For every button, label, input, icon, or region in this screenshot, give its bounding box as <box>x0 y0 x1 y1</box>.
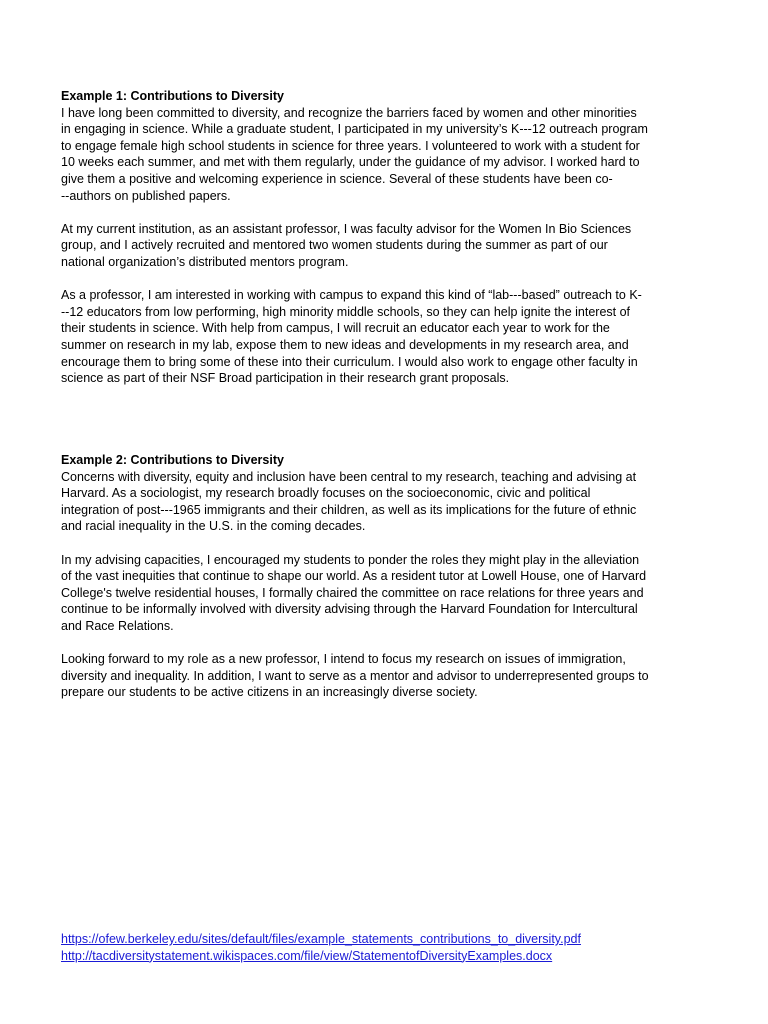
text-line: encourage them to bring some of these into their curriculum. I would also work to engage other faculty in <box>61 354 638 369</box>
text-line: summer on research in my lab, expose them to new ideas and developments in my research area, and <box>61 337 629 352</box>
text-line: continue to be informally involved with diversity advising through the Harvard Foundation for Intercultural <box>61 602 638 617</box>
paragraph <box>61 651 721 701</box>
example-2-body <box>61 469 721 701</box>
text-line: and Race Relations. <box>61 618 174 633</box>
text-line: diversity and inequality. In addition, I want to serve as a mentor and advisor to underrepresented groups to <box>61 668 649 683</box>
text-line: give them a positive and welcoming experience in science. Several of these students have been co- <box>61 171 613 186</box>
text-line: in engaging in science. While a graduate student, I participated in my university’s K---12 outreach program <box>61 122 648 137</box>
wikispaces-examples-link[interactable]: http://tacdiversitystatement.wikispaces.com/file/view/StatementofDiversityExamples.docx <box>61 948 553 963</box>
text-line: 10 weeks each summer, and met with them regularly, under the guidance of my advisor. I worked hard to <box>61 155 640 170</box>
example-1-heading: Example 1: Contributions to Diversity <box>61 89 284 103</box>
example-1-section <box>61 88 721 387</box>
text-line: prepare our students to be active citizens in an increasingly diverse society. <box>61 685 478 700</box>
example-1-body <box>61 105 721 387</box>
text-line: national organization’s distributed mentors program. <box>61 254 349 269</box>
paragraph <box>61 287 721 387</box>
text-line: In my advising capacities, I encouraged my students to ponder the roles they might play in the alleviation <box>61 552 640 567</box>
text-line: their students in science. With help from campus, I will recruit an educator each year to work for the <box>61 321 610 336</box>
berkeley-examples-link[interactable]: https://ofew.berkeley.edu/sites/default/files/example_statements_contributions_to_diversity.pdf <box>61 932 581 946</box>
text-line: As a professor, I am interested in working with campus to expand this kind of “lab---based” outreach to K- <box>61 288 642 303</box>
text-line: --12 educators from low performing, high minority middle schools, so they can help ignite the interest of <box>61 304 631 319</box>
example-2-section <box>61 452 721 701</box>
paragraph <box>61 105 721 205</box>
text-line: Looking forward to my role as a new professor, I intend to focus my research on issues of immigration, <box>61 652 626 667</box>
text-line: of the vast inequities that continue to shape our world. As a resident tutor at Lowell House, one of Harvard <box>61 569 647 584</box>
paragraph <box>61 469 721 535</box>
text-line: science as part of their NSF Broad participation in their research grant proposals. <box>61 371 510 386</box>
text-line: --authors on published papers. <box>61 188 231 203</box>
text-line: College's twelve residential houses, I formally chaired the committee on race relations for three years and <box>61 585 644 600</box>
text-line: I have long been committed to diversity, and recognize the barriers faced by women and other minorities <box>61 105 637 120</box>
text-line: At my current institution, as an assistant professor, I was faculty advisor for the Women In Bio Sciences <box>61 221 632 236</box>
text-line: to engage female high school students in science for three years. I volunteered to work with a student for <box>61 138 640 153</box>
text-line: and racial inequality in the U.S. in the coming decades. <box>61 519 366 534</box>
text-line: group, and I actively recruited and mentored two women students during the summer as part of our <box>61 238 608 253</box>
paragraph <box>61 552 721 635</box>
paragraph <box>61 221 721 271</box>
text-line: Harvard. As a sociologist, my research broadly focuses on the socioeconomic, civic and political <box>61 486 591 501</box>
reference-links <box>61 931 581 964</box>
text-line: integration of post---1965 immigrants and their children, as well as its implications for the future of ethnic <box>61 502 637 517</box>
text-line: Concerns with diversity, equity and inclusion have been central to my research, teaching and advising at <box>61 469 637 484</box>
example-2-heading: Example 2: Contributions to Diversity <box>61 453 284 467</box>
